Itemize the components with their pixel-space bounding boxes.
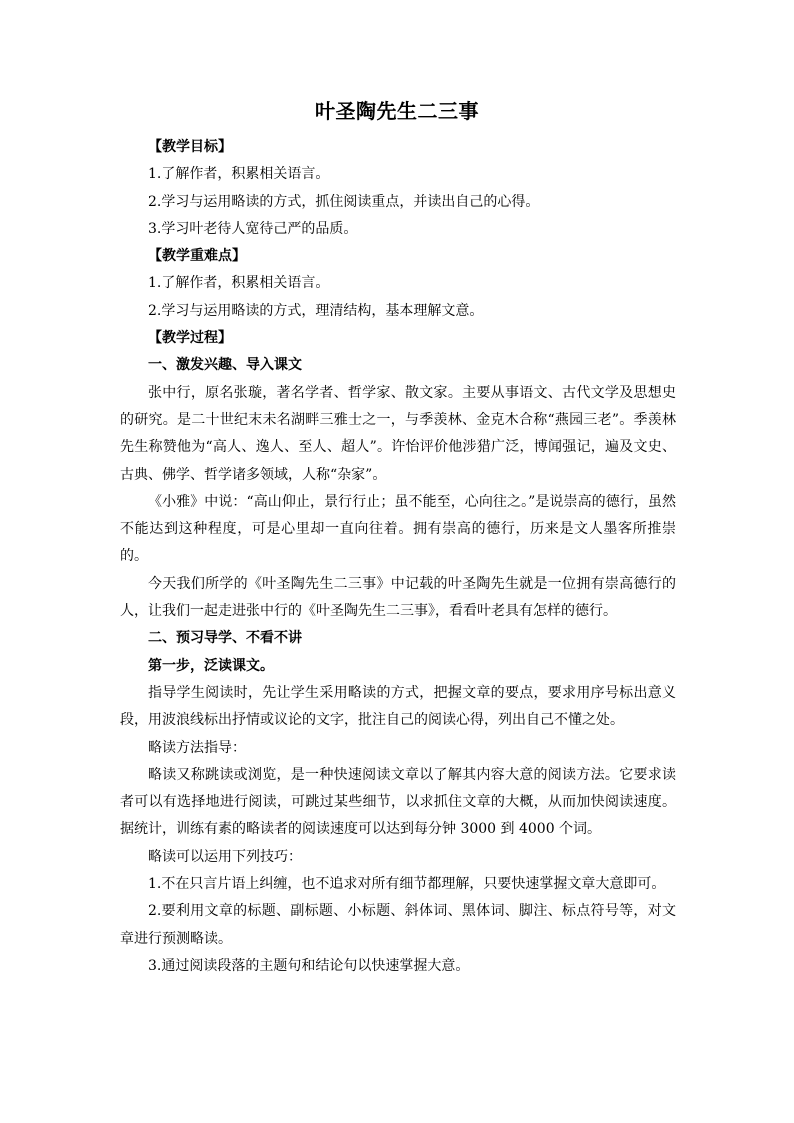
part1-paragraph: 今天我们所学的《叶圣陶先生二三事》中记载的叶圣陶先生就是一位拥有崇高德行的人，让我们一起走进张中行的《叶圣陶先生二三事》，看看叶老具有怎样的德行。 [120,575,676,620]
goal-item: 1.了解作者，积累相关语言。 [148,166,330,183]
skills-heading: 略读可以运用下列技巧： [148,848,302,865]
section-heading-goals: 【教学目标】 [148,139,232,155]
document-body [120,134,676,980]
method-heading: 略读方法指导： [148,739,246,756]
part2-heading: 二、预习导学、不看不讲 [148,630,302,647]
goal-item: 2.学习与运用略读的方式，抓住阅读重点，并读出自己的心得。 [148,193,540,210]
document-title: 叶圣陶先生二三事 [315,99,479,123]
part1-paragraph: 《小雅》中说：“高山仰止，景行行止；虽不能至，心向往之。”是说崇高的德行，虽然不能达到这种程度，可是心里却一直向往着。拥有崇高的德行，历来是文人墨客所推崇的。 [120,493,676,565]
skill-item: 3.通过阅读段落的主题句和结论句以快速掌握大意。 [148,957,470,974]
method-paragraph: 略读又称跳读或浏览，是一种快速阅读文章以了解其内容大意的阅读方法。它要求读者可以有选择地进行阅读，可跳过某些细节，以求抓住文章的大概，从而加快阅读速度。据统计，训练有素的略读者的阅读速度可以达到每分钟 3000 到 4000 个词。 [120,766,676,838]
skill-item: 2.要利用文章的标题、副标题、小标题、斜体词、黑体词、脚注、标点符号等，对文章进行预测略读。 [120,903,676,947]
key-point-item: 2.学习与运用略读的方式，理清结构，基本理解文意。 [148,302,484,319]
step1-paragraph: 指导学生阅读时，先让学生采用略读的方式，把握文章的要点，要求用序号标出意义段，用波浪线标出抒情或议论的文字，批注自己的阅读心得，列出自己不懂之处。 [120,684,676,729]
skill-item: 1.不在只言片语上纠缠，也不追求对所有细节都理解，只要快速掌握文章大意即可。 [148,876,666,893]
part1-paragraph: 张中行，原名张璇，著名学者、哲学家、散文家。主要从事语文、古代文学及思想史的研究。是二十世纪末未名湖畔三雅士之一，与季羡林、金克木合称“燕园三老”。季羡林先生称赞他为“高人、逸人、至人、超人”。许怡评价他涉猎广泛，博闻强记，遍及文史、古典、佛学、哲学诸多领域，人称“杂家”。 [120,384,676,483]
section-heading-process: 【教学过程】 [148,330,232,347]
key-point-item: 1.了解作者，积累相关语言。 [148,275,330,292]
section-heading-key-points: 【教学重难点】 [148,248,246,265]
goal-item: 3.学习叶老待人宽待己严的品质。 [148,220,358,237]
step1-heading: 第一步，泛读课文。 [148,657,274,674]
part1-heading: 一、激发兴趣、导入课文 [148,357,302,374]
